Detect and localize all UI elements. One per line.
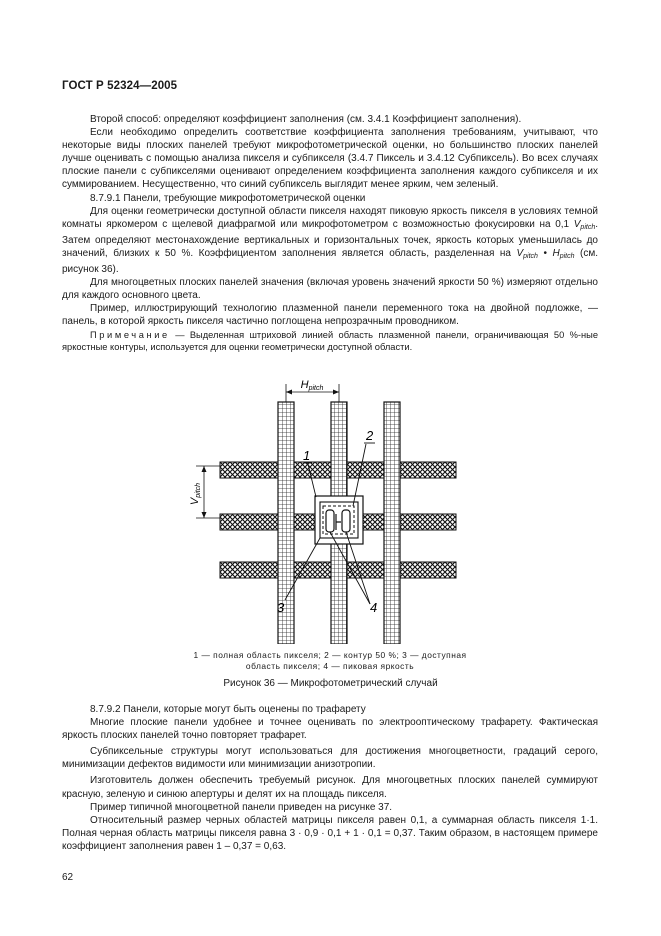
section-heading: 8.7.9.2 Панели, которые могут быть оценены по трафарету [90,704,366,715]
paragraph: Если необходимо определить соответствие коэффициента заполнения требованиям, учитывают, что некоторые виды плоских панелей требуют микрофотометрической оценки, но большинство плоских панелей лучше оценивать с помощью анализа пикселя и субпикселя (3.4.7 Пиксель и 3.4.12 Субпиксель). Во всех случаях плоские панели с субпикселями оценивают определением коэффициента заполнения каждого субпикселя и их суммированием. Несущественно, что синий субпиксель выглядит менее ярким, чем зеленый. [62,127,598,191]
callout-4: 4 [370,600,378,615]
section-heading: 8.7.9.1 Панели, требующие микрофотометрической оценки [90,192,366,204]
paragraph: Относительный размер черных областей матрицы пикселя равен 0,1, а суммарная область пикселя 1·1. Полная черная область матрицы пикселя равна 3 · 0,9 · 0,1 + 1 · 0,1 = 0,37. Таким образом, в настоящем примере коэффициент заполнения равен 1 – 0,37 = 0,63. [62,814,598,852]
paragraph: Пример типичной многоцветной панели приведен на рисунке 37. [90,801,393,813]
full-pixel-area [315,496,363,544]
h-pitch-label: Hpitch [300,379,324,392]
figure-legend: 1 — полная область пикселя; 2 — контур 50 %; 3 — доступная область пикселя; 4 — пиковая яркость [193,650,467,671]
callout-1: 1 [303,448,311,463]
figure-caption: Рисунок 36 — Микрофотометрический случай [223,678,438,689]
text-block-bottom [62,703,598,853]
paragraph: Пример, иллюстрирующий технологию плазменной панели переменного тока на двойной подложке, — панель, в которой яркость пикселя частично поглощена непрозрачным проводником. [62,303,598,328]
paragraph: Многие плоские панели удобнее и точнее оценивать по электрооптическому трафарету. Фактическая яркость плоских панелей точно повторяет трафарет. [62,717,598,742]
peak-brightness-left [326,510,334,532]
figure-36 [170,372,490,649]
callout-2: 2 [366,428,374,443]
paragraph: Субпиксельные структуры могут использоваться для достижения многоцветности, градаций серого, минимизации дефектов видимости или минимизации анизотропии. [62,746,598,771]
paragraph: Для многоцветных плоских панелей значения (включая уровень значений яркости 50 %) измеряют отдельно для каждого основного цвета. [62,277,598,302]
text-block-top [62,113,598,354]
callout-3: 3 [277,600,285,615]
standard-header: ГОСТ Р 52324—2005 [62,80,178,92]
vertical-electrode [384,402,400,644]
v-pitch-label: Vpitch [189,482,202,506]
paragraph: Изготовитель должен обеспечить требуемый рисунок. Для многоцветных плоских панелей суммируют красную, зеленую и синюю апертуры и делят их на площадь пикселя. [62,775,598,800]
peak-brightness-right [342,510,350,532]
paragraph: Второй способ: определяют коэффициент заполнения (см. 3.4.1 Коэффициент заполнения). [90,114,522,125]
note: Примечание — Выделенная штриховой линией область плазменной панели, ограничивающая 50 %-ные яркостные контуры, используется для оценки геометрически доступной области. [62,329,598,352]
note-label: Примечание [90,329,170,340]
paragraph: Для оценки геометрически доступной области пикселя находят пиковую яркость пикселя в условиях темной комнаты яркомером с щелевой диафрагмой или микрофотометром с возможностью фокусировки на 0,1 $V_{pitch}$. Затем определяют местонахождение вертикальных и горизонтальных точек, яркость которых уменьшилась до значений, близких к 50 %. Коэффициентом заполнения является область, разделенная на $V_{pitch}$ • $H_{pitch}$ (см. рисунок 36). [62,205,599,276]
page-number: 62 [62,872,74,883]
